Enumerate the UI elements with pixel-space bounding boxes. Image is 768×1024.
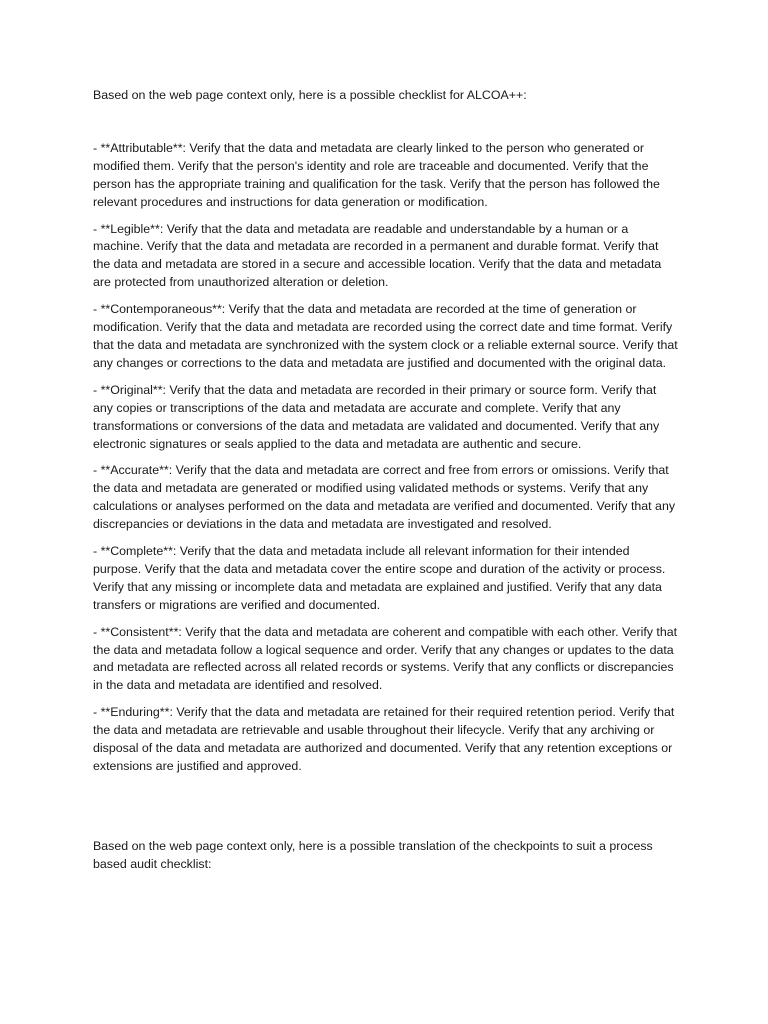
checklist-intro: Based on the web page context only, here is a possible checklist for ALCOA++:	[93, 88, 527, 102]
checklist-item-attributable: - **Attributable**: Verify that the data and metadata are clearly linked to the person who generated or modified them. Verify that the person's identity and role are traceable and documented. Verify that the person has the appropriate training and qualification for the task. Verify that the person has followed the relevant procedures and instructions for data generation or modification.	[93, 140, 660, 209]
checklist-item-legible: - **Legible**: Verify that the data and metadata are readable and understandable by a human or a machine. Verify that the data and metadata are recorded in a permanent and durable format. Verify that the data and metadata are stored in a secure and accessible location. Verify that the data and metadata are protected from unauthorized alteration or deletion.	[93, 221, 662, 290]
document-body	[93, 87, 679, 874]
checklist-item-original: - **Original**: Verify that the data and metadata are recorded in their primary or source form. Verify that any copies or transcriptions of the data and metadata are accurate and complete. Verify that any transformations or conversions of the data and metadata are validated and documented. Verify that any electronic signatures or seals applied to the data and metadata are authentic and secure.	[93, 382, 660, 451]
checklist-item-contemporaneous: - **Contemporaneous**: Verify that the data and metadata are recorded at the time of generation or modification. Verify that the data and metadata are recorded using the correct date and time format. Verify that the data and metadata are synchronized with the system clock or a reliable external source. Verify that any changes or corrections to the data and metadata are justified and documented with the original data.	[93, 302, 678, 370]
translation-intro: Based on the web page context only, here is a possible translation of the checkpoints to suit a process based audit checklist:	[93, 838, 653, 871]
checklist-item-accurate: - **Accurate**: Verify that the data and metadata are correct and free from errors or omissions. Verify that the data and metadata are generated or modified using validated methods or systems. Verify that any calculations or analyses performed on the data and metadata are verified and documented. Verify that any discrepancies or deviations in the data and metadata are investigated and resolved.	[93, 463, 676, 532]
checklist-item-consistent: - **Consistent**: Verify that the data and metadata are coherent and compatible with each other. Verify that the data and metadata follow a logical sequence and order. Verify that any changes or updates to the data and metadata are reflected across all related records or systems. Verify that any conflicts or discrepancies in the data and metadata are identified and resolved.	[93, 624, 678, 693]
checklist-item-enduring: - **Enduring**: Verify that the data and metadata are retained for their required retention period. Verify that the data and metadata are retrievable and usable throughout their lifecycle. Verify that any archiving or disposal of the data and metadata are authorized and documented. Verify that any retention exceptions or extensions are justified and approved.	[93, 705, 675, 773]
checklist-item-complete: - **Complete**: Verify that the data and metadata include all relevant information for their intended purpose. Verify that the data and metadata cover the entire scope and duration of the activity or process. Verify that any missing or incomplete data and metadata are explained and justified. Verify that any data transfers or migrations are verified and documented.	[93, 544, 666, 612]
